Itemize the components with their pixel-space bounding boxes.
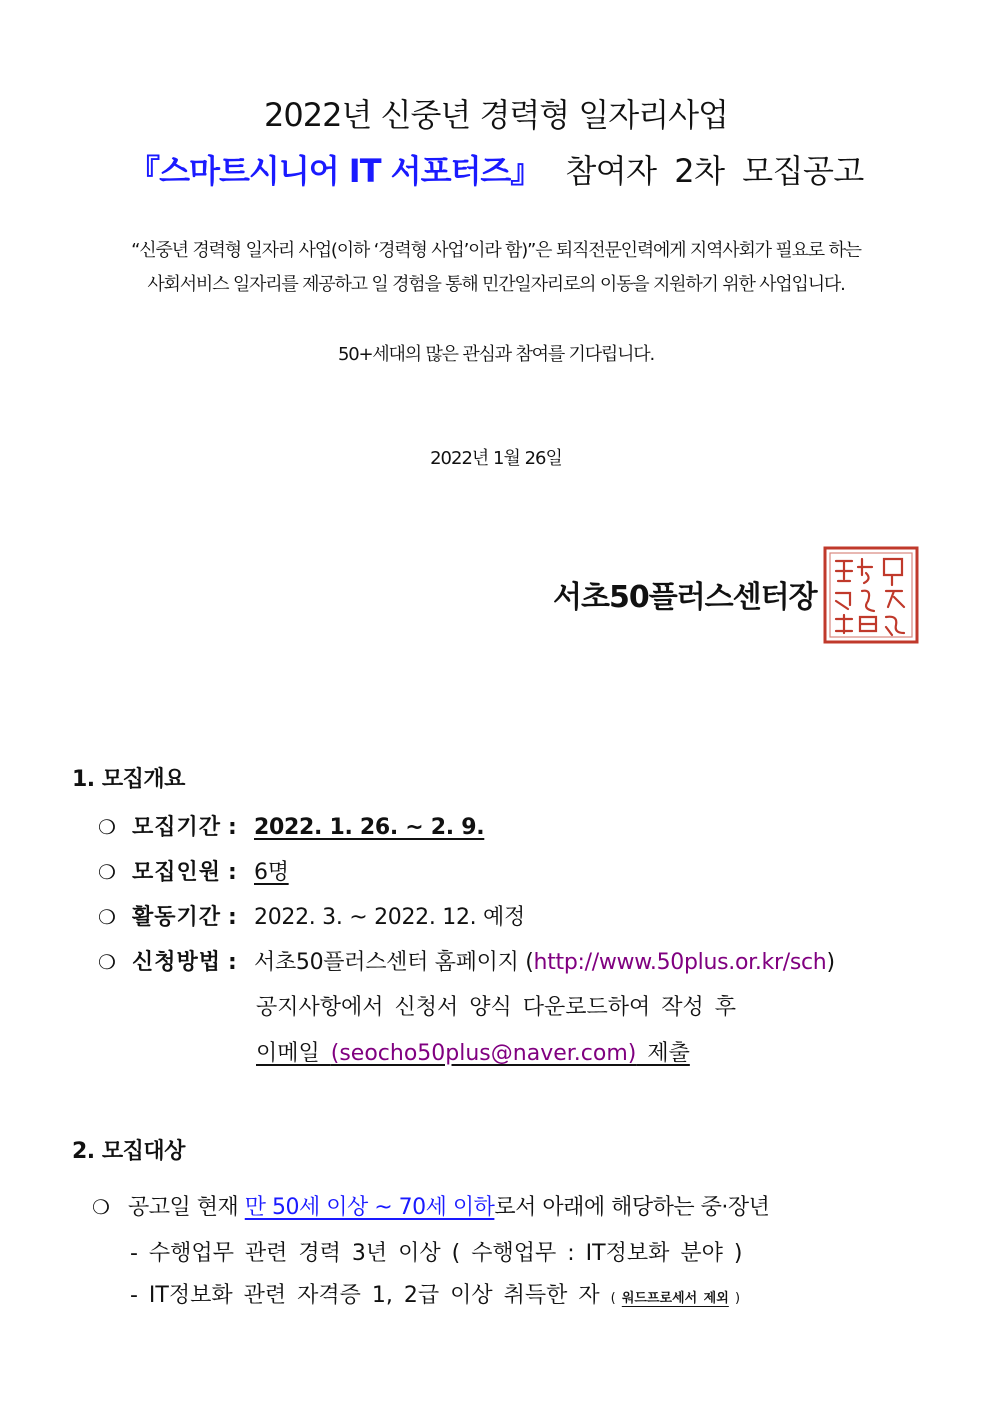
target-suffix: 로서 아래에 해당하는 중·장년 [494, 1195, 770, 1220]
certificate-text: - IT정보화 관련 자격증 1, 2급 이상 취득한 자 [130, 1283, 600, 1308]
note-open: ( [610, 1291, 616, 1306]
bullet-icon: ❍ [98, 860, 116, 884]
intro-line-3: 50+세대의 많은 관심과 참여를 기다립니다. [337, 344, 654, 365]
target-prefix: 공고일 현재 [128, 1195, 245, 1220]
bullet-icon: ❍ [98, 905, 116, 929]
row-colon: : [228, 815, 237, 840]
row-label: 모집인원 [132, 860, 222, 885]
activity-period-value: 2022. 3. ~ 2022. 12. 예정 [254, 905, 525, 930]
recruit-period-row [98, 810, 484, 841]
requirement-certificate [130, 1278, 740, 1309]
row-colon: : [228, 905, 237, 930]
homepage-link[interactable]: http://www.50plus.or.kr/sch [533, 950, 827, 975]
note-text: 워드프로세서 제외 [621, 1291, 729, 1306]
requirement-experience: - 수행업무 관련 경력 3년 이상 ( 수행업무 : IT정보화 분야 ) [130, 1241, 743, 1266]
bullet-icon: ❍ [92, 1195, 110, 1219]
target-eligibility [92, 1190, 769, 1221]
section-2-heading: 2. 모집대상 [72, 1139, 185, 1164]
row-label: 모집기간 [132, 815, 222, 840]
activity-period-row [98, 900, 525, 931]
title-line-1: 2022년 신중년 경력형 일자리사업 [264, 96, 728, 134]
certificate-note [611, 1291, 740, 1306]
email-suffix: 제출 [636, 1041, 690, 1066]
row-label: 신청방법 [132, 950, 222, 975]
bullet-icon: ❍ [98, 950, 116, 974]
email-link[interactable]: (seocho50plus@naver.com) [330, 1041, 637, 1066]
bullet-icon: ❍ [98, 815, 116, 839]
row-colon: : [228, 950, 237, 975]
recruit-count-row [98, 855, 289, 886]
email-prefix: 이메일 [256, 1041, 331, 1066]
title-line-2 [0, 146, 992, 192]
recruit-count-value: 6명 [254, 860, 289, 885]
apply-method-row [98, 945, 835, 976]
official-seal-icon [822, 545, 920, 645]
apply-method-prefix: 서초50플러스센터 홈페이지 ( [254, 950, 534, 975]
row-label: 활동기간 [132, 905, 222, 930]
row-colon: : [228, 860, 237, 885]
title-line-2-rest: 참여자 2차 모집공고 [565, 152, 864, 190]
intro-line-1: “신중년 경력형 일자리 사업(이하 ‘경력형 사업’이라 함)”은 퇴직전문인력에게 지역사회가 필요로 하는 [131, 240, 861, 261]
recruit-period-value: 2022. 1. 26. ~ 2. 9. [254, 815, 485, 840]
intro-line-2: 사회서비스 일자리를 제공하고 일 경험을 통해 민간일자리로의 이동을 지원하기 위한 사업입니다. [147, 274, 845, 295]
announcement-date: 2022년 1월 26일 [430, 448, 562, 469]
note-close: ) [734, 1291, 741, 1306]
signer-name: 서초50플러스센터장 [553, 580, 817, 615]
apply-method-suffix: ) [826, 950, 835, 975]
age-range: 만 50세 이상 ~ 70세 이하 [244, 1195, 495, 1220]
apply-email-line [256, 1036, 690, 1067]
apply-method-continuation: 공지사항에서 신청서 양식 다운로드하여 작성 후 [256, 995, 737, 1020]
program-name: 『스마트시니어 IT 서포터즈』 [128, 152, 542, 190]
section-1-heading: 1. 모집개요 [72, 767, 185, 792]
